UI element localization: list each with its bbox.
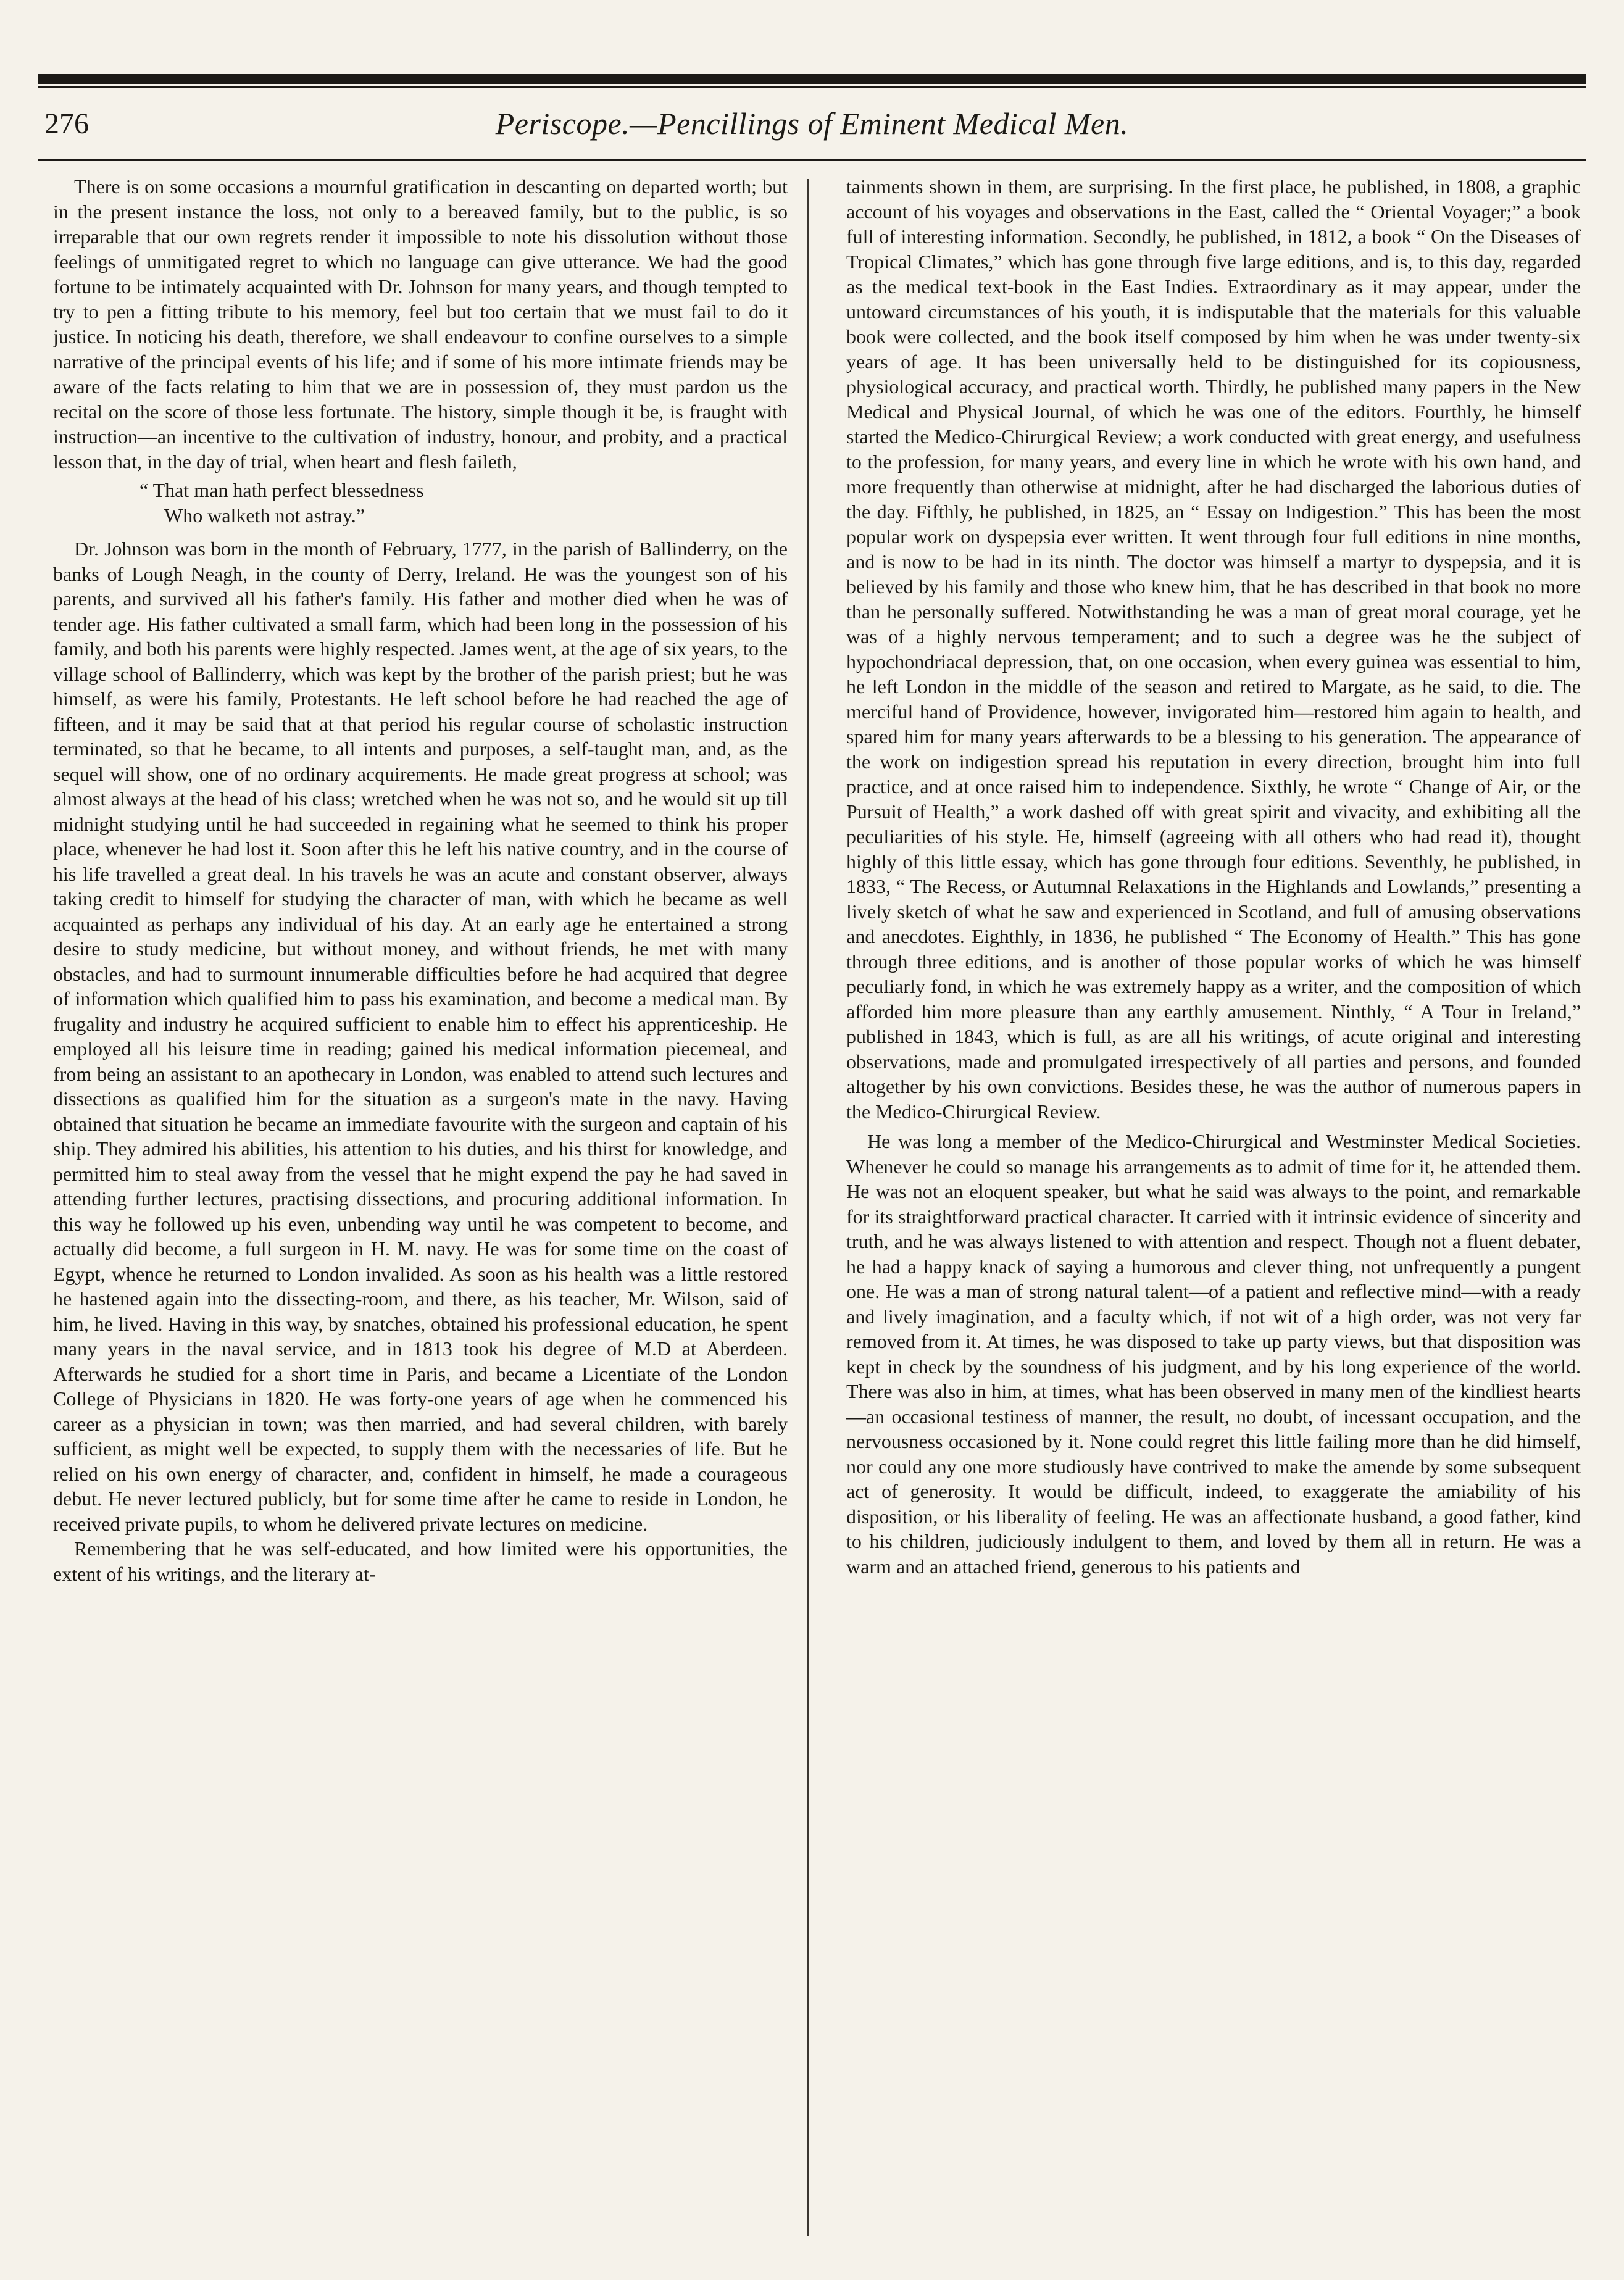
paragraph: Remembering that he was self-educated, and how limited were his opportunities, the extent of his writings, and the literary at-	[53, 1537, 788, 1585]
running-title: Periscope.—Pencillings of Eminent Medical Men.	[495, 106, 1129, 141]
top-double-rule	[38, 74, 1586, 84]
verse-quote	[53, 478, 788, 528]
column-divider	[807, 179, 809, 2236]
paragraph: tainments shown in them, are surprising. In the first place, he published, in 1808, a graphic account of his voyages and observations in the East, called the “ Oriental Voyager;” a book full of interesting information. Secondly, he published, in 1812, a book “ On the Diseases of Tropical Climates,” which has gone through five large editions, and is, to this day, regarded as the medical text-book in the East Indies. Extraordinary as it may appear, under the untoward circumstances of his youth, it is indisputable that the materials for this valuable book were collected, and the book itself composed by him when he was under twenty-six years of age. It has been universally held to be distinguished for its copiousness, physiological accuracy, and practical worth. Thirdly, he published many papers in the New Medical and Physical Journal, of which he was one of the editors. Fourthly, he himself started the Medico-Chirurgical Review; a work conducted with great energy, and usefulness to the profession, for many years, and every line in which he wrote with his own hand, and more frequently than otherwise at midnight, after he had discharged the laborious duties of the day. Fifthly, he published, in 1825, an “ Essay on Indigestion.” This has been the most popular work on dyspepsia ever written. It went through four full editions in nine months, and is now to be had in its ninth. The doctor was himself a martyr to dyspepsia, and it is believed by his family and those who knew him, that he has described in that book no more than he personally suffered. Notwithstanding he was a man of great moral courage, yet he was of a highly nervous temperament; and to such a degree was he the subject of hypochondriacal depression, that, on one occasion, when every guinea was essential to him, he left London in the middle of the season and retired to Margate, as he said, to die. The merciful hand of Providence, however, invigorated him—restored him again to health, and spared him for many years afterwards to be a blessing to his generation. The appearance of the work on indigestion spread his reputation in every direction, brought him into full practice, and at once raised him to independence. Sixthly, he wrote “ Change of Air, or the Pursuit of Health,” a work dashed off with great spirit and vivacity, and exhibiting all the peculiarities of his style. He, himself (agreeing with all others who had read it), thought highly of this little essay, which has gone through four editions. Seventhly, he published, in 1833, “ The Recess, or Autumnal Relaxations in the Highlands and Lowlands,” presenting a lively sketch of what he saw and experienced in Scotland, and full of amusing observations and anecdotes. Eighthly, in 1836, he published “ The Economy of Health.” This has gone through three editions, and is another of those popular works of which he was himself peculiarly fond, in which he was extremely happy as a writer, and the composition of which afforded him more pleasure than any earthly amusement. Ninthly, “ A Tour in Ireland,” published in 1843, which is full, as are all his writings, of acute original and interesting observations, made and promulgated irrespectively of all parties and persons, and founded altogether by his own convictions. Besides these, he was the author of numerous papers in the Medico-Chirurgical Review.	[846, 175, 1581, 1123]
paragraph: There is on some occasions a mournful gratification in descanting on departed worth; but in the present instance the loss, not only to a bereaved family, but to the public, is so irreparable that our own regrets render it impossible to note his dissolution without those feelings of unmitigated regret to which no language can give utterance. We had the good fortune to be intimately acquainted with Dr. Johnson for many years, and though tempted to try to pen a fitting tribute to his memory, feel but too certain that we must fail to do it justice. In noticing his death, therefore, we shall endeavour to confine ourselves to a simple narrative of the principal events of his life; and if some of his more intimate friends may be aware of the facts relating to him that we are in possession of, they must pardon us the recital on the score of those less fortunate. The history, simple though it be, is fraught with instruction—an incentive to the cultivation of industry, honour, and probity, and a practical lesson that, in the day of trial, when heart and flesh faileth,	[53, 175, 788, 473]
running-head	[38, 102, 1586, 157]
top-thin-rule	[38, 86, 1586, 88]
left-column	[53, 174, 788, 2243]
right-column	[846, 174, 1581, 2243]
page-number: 276	[44, 107, 89, 140]
header-rule	[38, 159, 1586, 161]
verse-line: Who walketh not astray.”	[164, 504, 365, 526]
paragraph: He was long a member of the Medico-Chirurgical and Westminster Medical Societies. Whenever he could so manage his arrangements as to admit of time for it, he attended them. He was not an eloquent speaker, but what he said was always to the point, and remarkable for its straightforward practical character. It carried with it intrinsic evidence of sincerity and truth, and he was always listened to with attention and respect. Though not a fluent debater, he had a happy knack of saying a humorous and clever thing, not unfrequently a pungent one. He was a man of strong natural talent—of a patient and reflective mind—with a ready and lively imagination, and a faculty which, if not wit of a high order, was not very far removed from it. At times, he was disposed to take up party views, but that disposition was kept in check by the soundness of his judgment, and by his long experience of the world. There was also in him, at times, what has been observed in many men of the kindliest hearts—an occasional testiness of manner, the result, no doubt, of incessant occupation, and the nervousness occasioned by it. None could regret this little failing more than he did himself, nor could any one more studiously have contrived to make the amende by some subsequent act of generosity. It would be difficult, indeed, to exaggerate the amiability of his disposition, or his liberality of feeling. He was an affectionate husband, a good father, kind to his children, judiciously indulgent to them, and loved by them all in return. He was a warm and an attached friend, generous to his patients and	[846, 1130, 1581, 1578]
paragraph: Dr. Johnson was born in the month of February, 1777, in the parish of Ballinderry, on the banks of Lough Neagh, in the county of Derry, Ireland. He was the youngest son of his parents, and survived all his father's family. His father and mother died when he was of tender age. His father cultivated a small farm, which had been long in the possession of his family, and both his parents were highly respected. James went, at the age of six years, to the village school of Ballinderry, which was kept by the brother of the parish priest; but he was himself, as were his family, Protestants. He left school before he had reached the age of fifteen, and it may be said that at that period his regular course of scholastic instruction terminated, so that he became, to all intents and purposes, a self-taught man, and, as the sequel will show, one of no ordinary acquirements. He made great progress at school; was almost always at the head of his class; wretched when he was not so, and he would sit up till midnight studying until he had succeeded in regaining what he seemed to think his proper place, whenever he had lost it. Soon after this he left his native country, and in the course of his life travelled a great deal. In his travels he was an acute and constant observer, always taking credit to himself for studying the character of man, with which he became as well acquainted as perhaps any individual of his day. At an early age he entertained a strong desire to study medicine, but without money, and without friends, he met with many obstacles, and had to surmount innumerable difficulties before he had acquired that degree of information which qualified him to pass his examination, and become a medical man. By frugality and industry he acquired sufficient to enable him to effect his apprenticeship. He employed all his leisure time in reading; gained his medical information piecemeal, and from being an assistant to an apothecary in London, was enabled to attend such lectures and dissections as qualified him for the situation as a surgeon's mate in the navy. Having obtained that situation he became an immediate favourite with the surgeon and captain of his ship. They admired his abilities, his attention to his duties, and his thirst for knowledge, and permitted him to steal away from the vessel that he might expend the pay he had saved in attending further lectures, practising dissections, and procuring additional information. In this way he followed up his even, unbending way until he was competent to become, and actually did become, a full surgeon in H. M. navy. He was for some time on the coast of Egypt, whence he returned to London invalided. As soon as his health was a little restored he hastened again into the dissecting-room, and there, as his teacher, Mr. Wilson, said of him, he lived. Having in this way, by snatches, obtained his professional education, he spent many years in the naval service, and in 1813 took his degree of M.D at Aberdeen. Afterwards he studied for a short time in Paris, and became a Licentiate of the London College of Physicians in 1820. He was forty-one years of age when he commenced his career as a physician in town; was then married, and had several children, with barely sufficient, as might well be expected, to supply them with the necessaries of life. But he relied on his own energy of character, and, confident in himself, he made a courageous debut. He never lectured publicly, but for some time after he came to reside in London, he received private pupils, to whom he delivered private lectures on medicine.	[53, 538, 788, 1535]
text-columns	[53, 174, 1581, 2243]
verse-line: “ That man hath perfect blessedness	[139, 479, 424, 501]
